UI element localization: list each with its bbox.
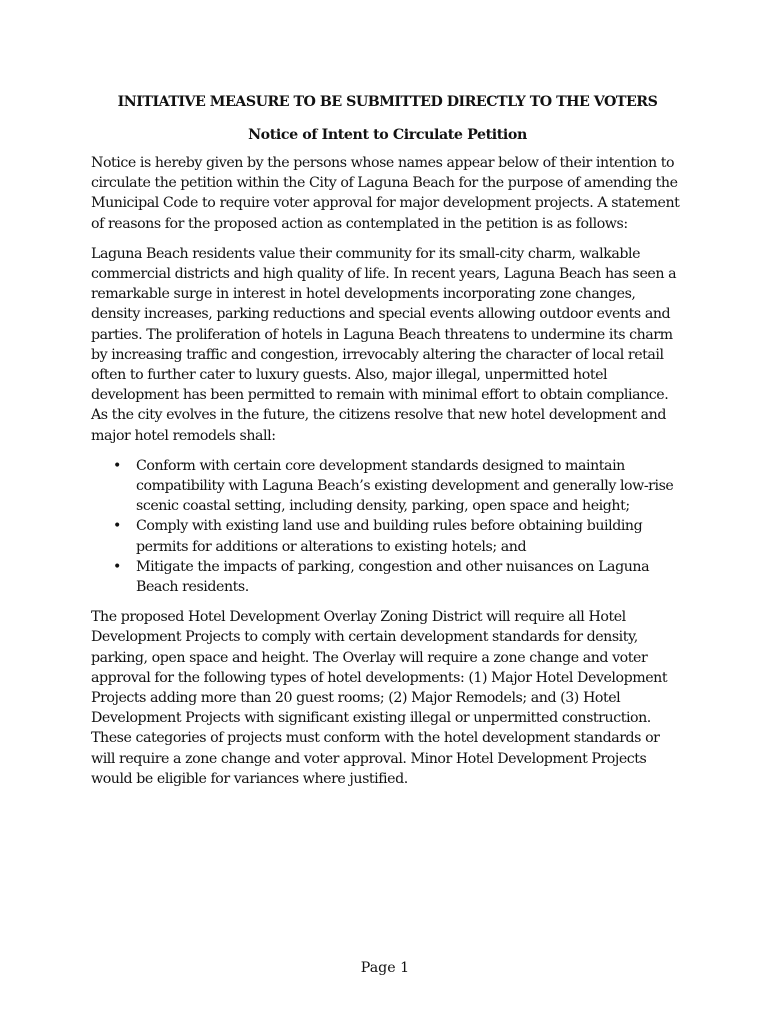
overlay-paragraph: The proposed Hotel Development Overlay Zoning District will require all Hotel Development Projects to comply with certain development standards for density, parking, open space and height. The Overlay will require a zone change and voter approval for the following types of hotel developments: (1) Major Hotel Development Projects adding more than 20 guest rooms; (2) Major Remodels; and (3) Hotel Development Projects with significant existing illegal or unpermitted construction. These categories of projects must conform with the hotel development standards or will require a zone change and voter approval. Minor Hotel Development Projects would be eligible for variances where justified. [91, 609, 668, 787]
document-subtitle: Notice of Intent to Circulate Petition [248, 127, 527, 143]
intro-paragraph: Notice is hereby given by the persons whose names appear below of their intention to circulate the petition within the City of Laguna Beach for the purpose of amending the Municipal Code to require voter approval for major development projects. A statement of reasons for the proposed action as contemplated in the petition is as follows: [91, 155, 680, 232]
reasons-paragraph: Laguna Beach residents value their community for its small-city charm, walkable commercial districts and high quality of life. In recent years, Laguna Beach has seen a remarkable surge in interest in hotel developments incorporating zone changes, density increases, parking reductions and special events allowing outdoor events and parties. The proliferation of hotels in Laguna Beach threatens to undermine its charm by increasing traffic and congestion, irrevocably altering the character of local retail often to further cater to luxury guests. Also, major illegal, unpermitted hotel development has been permitted to remain with minimal effort to obtain compliance. As the city evolves in the future, the citizens resolve that new hotel development and major hotel remodels shall: [91, 245, 677, 444]
list-item [91, 516, 684, 556]
bullet-icon: • [113, 457, 121, 474]
list-item [91, 557, 684, 597]
document-title: INITIATIVE MEASURE TO BE SUBMITTED DIRECTLY TO THE VOTERS [117, 94, 658, 110]
bullet-text: Comply with existing land use and building rules before obtaining building permits for additions or alterations to existing hotels; and [136, 518, 643, 555]
list-item [91, 456, 684, 517]
bullet-icon: • [113, 558, 121, 575]
bullet-text: Conform with certain core development standards designed to maintain compatibility with Laguna Beach’s existing development and generally low-rise scenic coastal setting, including density, parking, open space and height; [136, 457, 674, 515]
page-number: Page 1 [360, 960, 410, 976]
bullet-text: Mitigate the impacts of parking, congestion and other nuisances on Laguna Beach residents. [136, 558, 650, 596]
bullet-list [91, 456, 684, 597]
bullet-icon: • [113, 518, 121, 535]
